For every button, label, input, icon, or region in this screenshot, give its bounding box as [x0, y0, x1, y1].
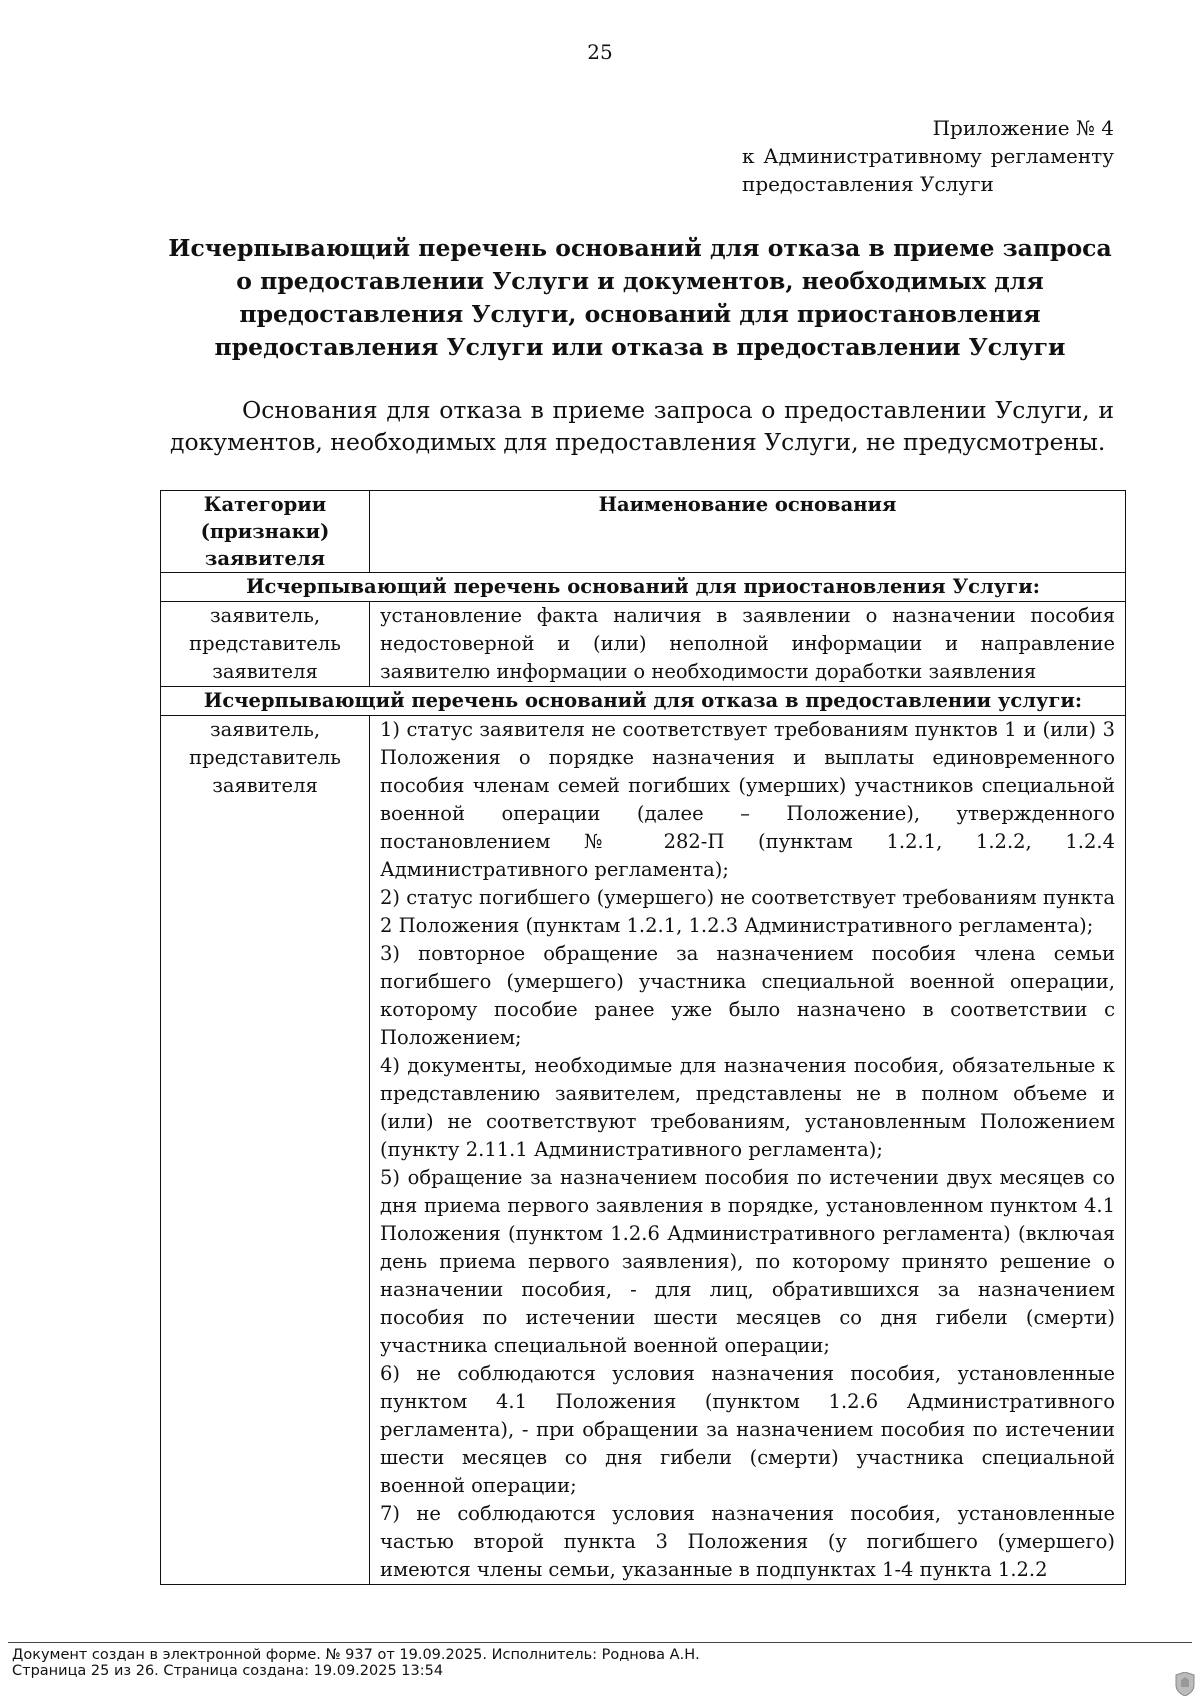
- list-item: 4) документы, необходимые для назначения пособия, обязательные к представлению заявителем, представлены не в полном объеме и (или) не соответствуют требованиям, установленным Положением (пункту 2.11.1 Административного регламента);: [380, 1054, 1115, 1161]
- table-header-row: [161, 491, 1126, 573]
- footer: [12, 1647, 700, 1679]
- appendix-line-3: предоставления Услуги: [742, 172, 994, 196]
- list-item: 2) статус погибшего (умершего) не соответствует требованиям пункта 2 Положения (пунктам 1.2.1, 1.2.3 Административного регламента);: [380, 886, 1115, 937]
- table-row: [161, 716, 1126, 1585]
- reason-cell: установление факта наличия в заявлении о назначении пособия недостоверной и (или) неполной информации и направление заявителю информации о необходимости доработки заявления: [370, 602, 1126, 687]
- header-category: Категории (признаки) заявителя: [161, 491, 370, 573]
- section-row-suspension: [161, 573, 1126, 602]
- list-item: 3) повторное обращение за назначением пособия члена семьи погибшего (умершего) участника специальной военной операции, которому пособие ранее уже было назначено в соответствии с Положением;: [380, 942, 1115, 1049]
- category-cell: заявитель, представитель заявителя: [161, 716, 370, 1585]
- footer-divider: [8, 1642, 1192, 1643]
- footer-line-2: Страница 25 из 26. Страница создана: 19.09.2025 13:54: [12, 1663, 444, 1679]
- emblem-icon: [1174, 1672, 1196, 1696]
- list-item: 5) обращение за назначением пособия по истечении двух месяцев со дня приема первого заявления в порядке, установленном пунктом 4.1 Положения (пунктом 1.2.6 Административного регламента) (включая день приема первого заявления), по которому принято решение о назначении пособия, - для лиц, обратившихся за назначением пособия по истечении шести месяцев со дня гибели (смерти) участника специальной военной операции;: [380, 1166, 1115, 1357]
- list-item: 7) не соблюдаются условия назначения пособия, установленные частью второй пункта 3 Положения (у погибшего (умершего) имеются члены семьи, указанные в подпунктах 1-4 пункта 1.2.2: [380, 1502, 1115, 1581]
- reason-cell-list: [370, 716, 1126, 1585]
- appendix-line-1: Приложение № 4: [932, 116, 1114, 140]
- section-title-refusal: Исчерпывающий перечень оснований для отказа в предоставлении услуги:: [161, 687, 1126, 716]
- list-item: 6) не соблюдаются условия назначения пособия, установленные пунктом 4.1 Положения (пунктом 1.2.6 Административного регламента), - при обращении за назначением пособия по истечении шести месяцев со дня гибели (смерти) участника специальной военной операции;: [380, 1362, 1115, 1497]
- list-item: 1) статус заявителя не соответствует требованиям пунктов 1 и (или) 3 Положения о порядке назначения и выплаты единовременного пособия членам семей погибших (умерших) участников специальной военной операции (далее – Положение), утвержденного постановлением № 282-П (пунктам 1.2.1, 1.2.2, 1.2.4 Административного регламента);: [380, 718, 1115, 881]
- reasons-table: [160, 490, 1126, 1585]
- header-name: Наименование основания: [370, 491, 1126, 573]
- document-title: Исчерпывающий перечень оснований для отказа в приеме запроса о предоставлении Услуги и документов, необходимых для предоставления Услуги, оснований для приостановления предоставления Услуги или отказа в предоставлении Услуги: [168, 234, 1112, 361]
- section-row-refusal: [161, 687, 1126, 716]
- table-row: [161, 602, 1126, 687]
- page-number: 25: [587, 40, 613, 64]
- category-cell: заявитель, представитель заявителя: [161, 602, 370, 687]
- appendix-header: [742, 114, 1114, 198]
- footer-line-1: Документ создан в электронной форме. № 937 от 19.09.2025. Исполнитель: Роднова А.Н.: [12, 1647, 700, 1663]
- section-title-suspension: Исчерпывающий перечень оснований для приостановления Услуги:: [161, 573, 1126, 602]
- intro-paragraph: Основания для отказа в приеме запроса о предоставлении Услуги, и документов, необходимых для предоставления Услуги, не предусмотрены.: [170, 396, 1114, 456]
- appendix-line-2: к Административному регламенту: [742, 144, 1114, 168]
